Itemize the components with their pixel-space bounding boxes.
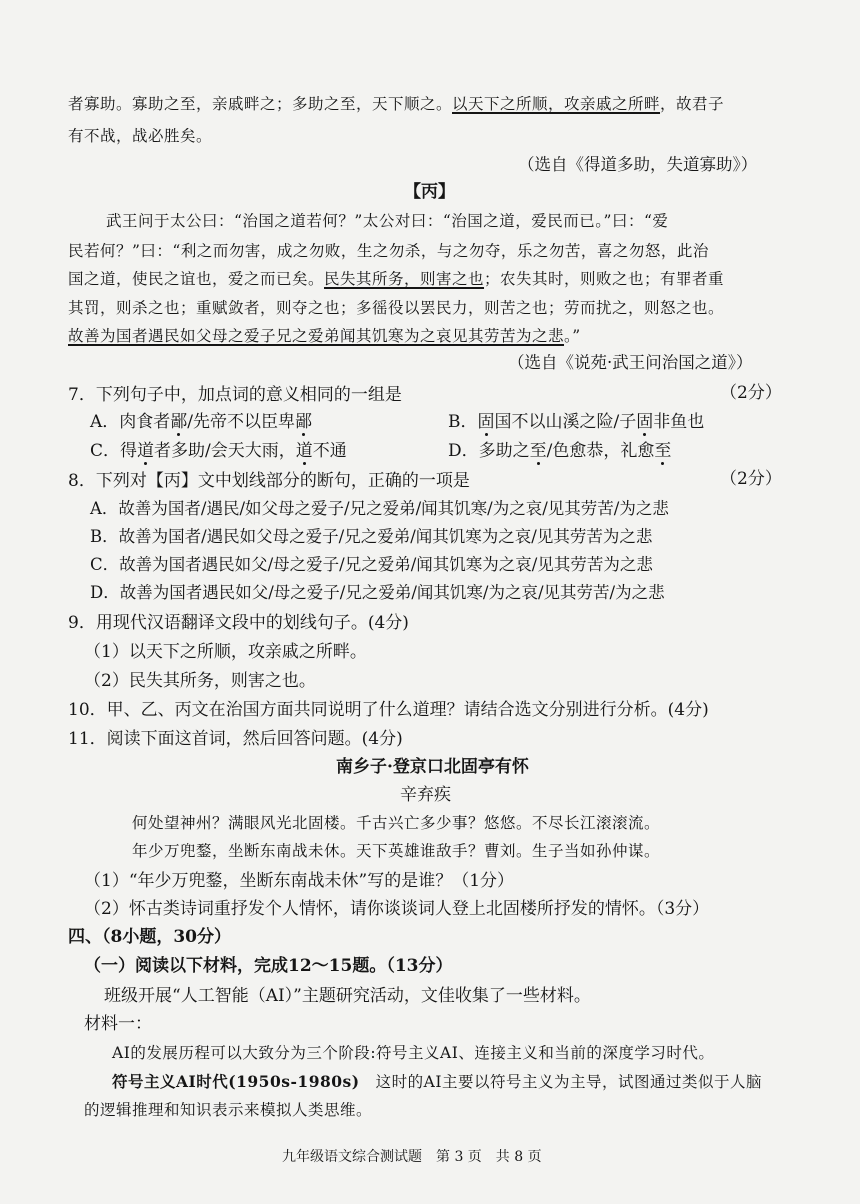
option-text: C．得 (90, 441, 138, 461)
material-label: 材料一： (84, 1014, 152, 1034)
option-b (448, 411, 704, 433)
underlined-sentence: 民失其所务，则害之也 (324, 270, 485, 288)
passage-heading: 【丙】 (404, 182, 455, 202)
intro-text: 班级开展“人工智能（AI）”主题研究活动，文佳收集了一些材料。 (104, 986, 591, 1006)
option-text: A．肉食者 (90, 412, 171, 432)
question-9-stem: 9．用现代汉语翻译文段中的划线句子。(4分) (68, 613, 409, 633)
underlined-sentence: 以天下之所顺，攻亲戚之所畔 (452, 95, 661, 113)
passage-source: （选自《说苑·武王问治国之道》） (508, 353, 753, 372)
dotted-word: 固 (477, 412, 495, 432)
option-text: B． (448, 412, 478, 432)
option-c: C．故善为国者遇民如父/母之爱子/兄之爱弟/闻其饥寒为之哀/见其劳苦为之悲 (90, 555, 653, 574)
passage-line (68, 93, 724, 115)
passage-text: 者寡助。寡助之至，亲戚畔之；多助之至，天下顺之。 (68, 95, 453, 113)
passage-text: 。” (564, 327, 581, 345)
sub-question-1: （1）“年少万兜鍪，坐断东南战未休”写的是谁？（1分） (84, 871, 515, 891)
passage-text: ；农失其时，则败之也；有罪者重 (484, 270, 725, 288)
poem-line: 何处望神州？满眼风光北固楼。千古兴亡多少事？悠悠。不尽长江滚滚流。 (132, 814, 661, 832)
question-10-stem: 10．甲、乙、丙文在治国方面共同说明了什么道理？请结合选文分别进行分析。(4分) (68, 700, 709, 720)
material-bold-term: 符号主义AI时代(1950s-1980s) (112, 1072, 360, 1091)
material-line (112, 1071, 762, 1093)
option-text: /先帝不以臣卑 (187, 412, 296, 432)
dotted-word: 固 (636, 412, 654, 432)
dotted-word: 鄙 (170, 412, 188, 432)
option-b: B．故善为国者/遇民如父母之爱子/兄之爱弟/闻其饥寒为之哀/见其劳苦为之悲 (90, 527, 653, 546)
question-score: （2分） (720, 383, 782, 403)
dotted-word: 道 (295, 441, 313, 461)
option-d (448, 440, 671, 462)
sub-question-2: （2）怀古类诗词重抒发个人情怀，请你谈谈词人登上北固楼所抒发的情怀。（3分） (84, 899, 710, 919)
option-text: /色愈恭，礼愈 (546, 441, 655, 461)
material-text: 这时的AI主要以符号主义为主导，试图通过类似于人脑 (375, 1073, 762, 1091)
option-c (90, 440, 347, 462)
dotted-word: 至 (654, 441, 672, 461)
passage-line: 武王问于太公曰：“治国之道若何？”太公对曰：“治国之道，爱民而已。”曰：“爱 (106, 212, 669, 230)
passage-line: 民若何？”曰：“利之而勿害，成之勿败，生之勿杀，与之勿夺，乐之勿苦，喜之勿怒，此治 (68, 242, 709, 260)
option-text: D．多助之 (448, 441, 530, 461)
passage-text: 国之道，使民之谊也，爱之而已矣。 (68, 270, 325, 288)
option-d: D．故善为国者遇民如父/母之爱子/兄之爱弟/闻其饥寒/为之哀/见其劳苦/为之悲 (90, 583, 665, 602)
dotted-word: 至 (529, 441, 547, 461)
passage-source: （选自《得道多助，失道寡助》） (518, 155, 758, 174)
underlined-sentence: 故善为国者遇民如父母之爱子兄之爱弟闻其饥寒为之哀见其劳苦为之悲 (68, 327, 565, 345)
poem-title: 南乡子·登京口北固亭有怀 (336, 757, 529, 777)
passage-line: 有不战，战必胜矣。 (68, 127, 213, 145)
material-line: 的逻辑推理和知识表示来模拟人类思维。 (84, 1101, 373, 1119)
option-a (90, 411, 312, 433)
poem-line: 年少万兜鍪，坐断东南战未休。天下英雄谁敌手？曹刘。生子当如孙仲谋。 (132, 842, 661, 860)
option-text: 非鱼也 (653, 412, 705, 432)
material-line: AI的发展历程可以大致分为三个阶段:符号主义AI、连接主义和当前的深度学习时代。 (112, 1044, 715, 1062)
option-text: 不通 (312, 441, 347, 461)
question-score: （2分） (720, 469, 782, 489)
dotted-word: 鄙 (295, 412, 313, 432)
question-11-stem: 11．阅读下面这首词，然后回答问题。(4分) (68, 729, 403, 749)
passage-line (68, 268, 724, 290)
passage-line: 其罚，则杀之也；重赋敛者，则夺之也；多徭役以罢民力，则苦之也；劳而扰之，则怒之也。 (68, 299, 725, 317)
question-8-stem: 8．下列对【丙】文中划线部分的断句，正确的一项是 (68, 471, 470, 491)
passage-line (68, 325, 581, 347)
translation-sentence-1: （1）以天下之所顺，攻亲戚之所畔。 (84, 642, 367, 662)
dotted-word: 道 (137, 441, 155, 461)
question-7-stem: 7．下列句子中，加点词的意义相同的一组是 (68, 385, 402, 405)
option-text: 国不以山溪之险/子 (494, 412, 637, 432)
passage-text: ，故君子 (660, 95, 725, 113)
option-text: 者多助/会天大雨， (154, 441, 296, 461)
page-footer: 九年级语文综合测试题 第 3 页 共 8 页 (282, 1149, 542, 1165)
part-heading: （一）阅读以下材料，完成12～15题。（13分） (84, 956, 453, 976)
section-heading: 四、（8小题，30分） (68, 927, 231, 947)
poem-author: 辛弃疾 (400, 785, 451, 805)
option-a: A．故善为国者/遇民/如父母之爱子/兄之爱弟/闻其饥寒/为之哀/见其劳苦/为之悲 (90, 499, 669, 518)
translation-sentence-2: （2）民失其所务，则害之也。 (84, 671, 316, 691)
